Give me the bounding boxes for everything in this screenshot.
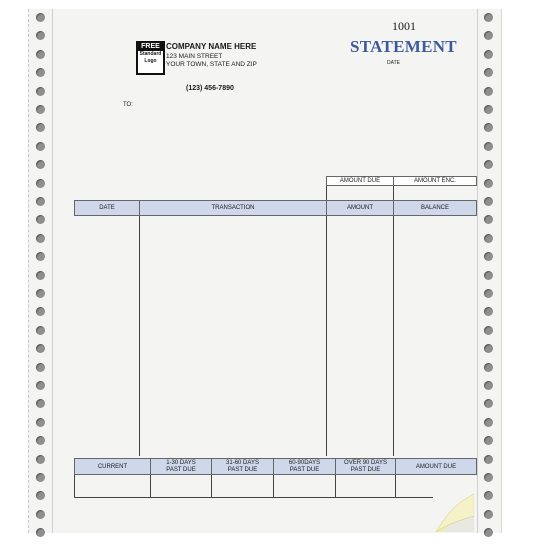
tractor-hole (484, 271, 493, 280)
tractor-hole (484, 68, 493, 77)
tractor-hole (36, 418, 45, 427)
statement-form (52, 9, 478, 533)
tractor-hole (36, 399, 45, 408)
tractor-hole (36, 252, 45, 261)
transaction-column-line (139, 216, 140, 456)
tractor-hole (36, 491, 45, 500)
left-tractor-strip (28, 9, 54, 533)
tractor-hole (36, 215, 45, 224)
page-curl-carbon-copy (432, 494, 474, 532)
amount-enc-header (393, 176, 477, 186)
over-90-days-past-due-label: PAST DUE (350, 466, 381, 473)
amount-due-header (326, 176, 394, 186)
aging-cell-line-1 (150, 475, 151, 498)
statement-number: 1001 (392, 19, 416, 33)
tractor-hole (484, 197, 493, 206)
tractor-hole (484, 399, 493, 408)
tractor-hole (36, 271, 45, 280)
aging-cell-line-2 (211, 475, 212, 498)
balance-column-header (393, 200, 477, 216)
amount-column-header (326, 200, 394, 216)
amount-due-header-label: AMOUNT DUE (339, 178, 381, 184)
logo-standard-text: Standard (139, 51, 162, 57)
tractor-hole (484, 31, 493, 40)
days-31-60-header (211, 458, 274, 475)
aging-amount-due-header (395, 458, 477, 475)
tractor-hole (484, 363, 493, 372)
aging-cell-line-3 (273, 475, 274, 498)
days-1-30-header (150, 458, 212, 475)
current-header-label: CURRENT (97, 463, 128, 470)
tractor-hole (36, 68, 45, 77)
tractor-hole (484, 473, 493, 482)
balance-column-line (393, 216, 394, 456)
date-column-header (74, 200, 140, 216)
company-street: 123 MAIN STREET (166, 53, 223, 60)
tractor-hole (36, 510, 45, 519)
tractor-hole (484, 123, 493, 132)
statement-title: STATEMENT (350, 37, 457, 56)
tractor-hole (484, 436, 493, 445)
tractor-hole (484, 344, 493, 353)
transaction-column-header (139, 200, 327, 216)
tractor-hole (484, 160, 493, 169)
tractor-hole (36, 436, 45, 445)
tractor-hole (484, 307, 493, 316)
tractor-hole (36, 160, 45, 169)
tractor-hole (36, 87, 45, 96)
tractor-hole (484, 289, 493, 298)
tractor-hole (484, 142, 493, 151)
tractor-hole (36, 528, 45, 537)
days-1-30-past-due-label: PAST DUE (166, 466, 196, 473)
tractor-hole (484, 234, 493, 243)
days-31-60-past-due-label: PAST DUE (227, 466, 258, 473)
days-1-30-label: 1-30 DAYS (166, 459, 196, 466)
aging-cell-line-5 (395, 475, 396, 498)
tractor-hole (484, 215, 493, 224)
over-90-days-label: OVER 90 DAYS (344, 459, 387, 466)
company-phone: (123) 456-7890 (186, 85, 234, 92)
amount-enc-header-label: AMOUNT ENC. (414, 178, 456, 184)
tractor-hole (36, 326, 45, 335)
tractor-hole (36, 13, 45, 22)
tractor-hole (36, 455, 45, 464)
tractor-hole (484, 381, 493, 390)
days-31-60-label: 31-60 DAYS (226, 459, 259, 466)
tractor-hole (36, 142, 45, 151)
tractor-hole (484, 252, 493, 261)
tractor-hole (484, 418, 493, 427)
summary-divider-left (326, 186, 327, 200)
tractor-hole (36, 473, 45, 482)
date-label: DATE (387, 60, 400, 66)
tractor-hole (484, 455, 493, 464)
aging-cell-line-4 (335, 475, 336, 498)
company-name: COMPANY NAME HERE (166, 42, 257, 51)
tractor-hole (484, 50, 493, 59)
transaction-column-label: TRANSACTION (211, 205, 255, 211)
aging-bottom-line (74, 497, 433, 498)
tractor-hole (484, 491, 493, 500)
tractor-hole (484, 105, 493, 114)
days-60-90-label: 60-90DAYS (288, 459, 321, 466)
tractor-hole (36, 31, 45, 40)
logo-logo-text: Logo (144, 58, 157, 64)
aging-amount-due-label: AMOUNT DUE (415, 463, 457, 470)
logo-free-text: FREE (138, 43, 163, 51)
tractor-hole (484, 326, 493, 335)
tractor-hole (36, 307, 45, 316)
tractor-hole (484, 528, 493, 537)
days-60-90-header (273, 458, 336, 475)
tractor-hole (484, 510, 493, 519)
tractor-hole (36, 234, 45, 243)
tractor-hole (484, 87, 493, 96)
amount-column-line (326, 216, 327, 456)
over-90-days-header (335, 458, 396, 475)
aging-left-line (74, 475, 75, 498)
amount-column-label: AMOUNT (347, 205, 373, 211)
date-column-label: DATE (99, 205, 115, 211)
tractor-hole (36, 344, 45, 353)
tractor-hole (36, 123, 45, 132)
tractor-hole (36, 179, 45, 188)
summary-divider-mid (393, 186, 394, 200)
tractor-hole (484, 179, 493, 188)
logo-placeholder (136, 41, 165, 75)
tractor-hole (36, 50, 45, 59)
tractor-hole (36, 105, 45, 114)
tractor-hole (36, 197, 45, 206)
tractor-hole (484, 13, 493, 22)
tractor-hole (36, 381, 45, 390)
to-label: TO: (123, 102, 133, 108)
current-header (74, 458, 151, 475)
days-60-90-past-due-label: PAST DUE (289, 466, 320, 473)
tractor-hole (36, 289, 45, 298)
company-city: YOUR TOWN, STATE AND ZIP (166, 61, 257, 68)
balance-column-label: BALANCE (420, 205, 449, 211)
tractor-hole (36, 363, 45, 372)
right-tractor-strip (476, 9, 502, 533)
